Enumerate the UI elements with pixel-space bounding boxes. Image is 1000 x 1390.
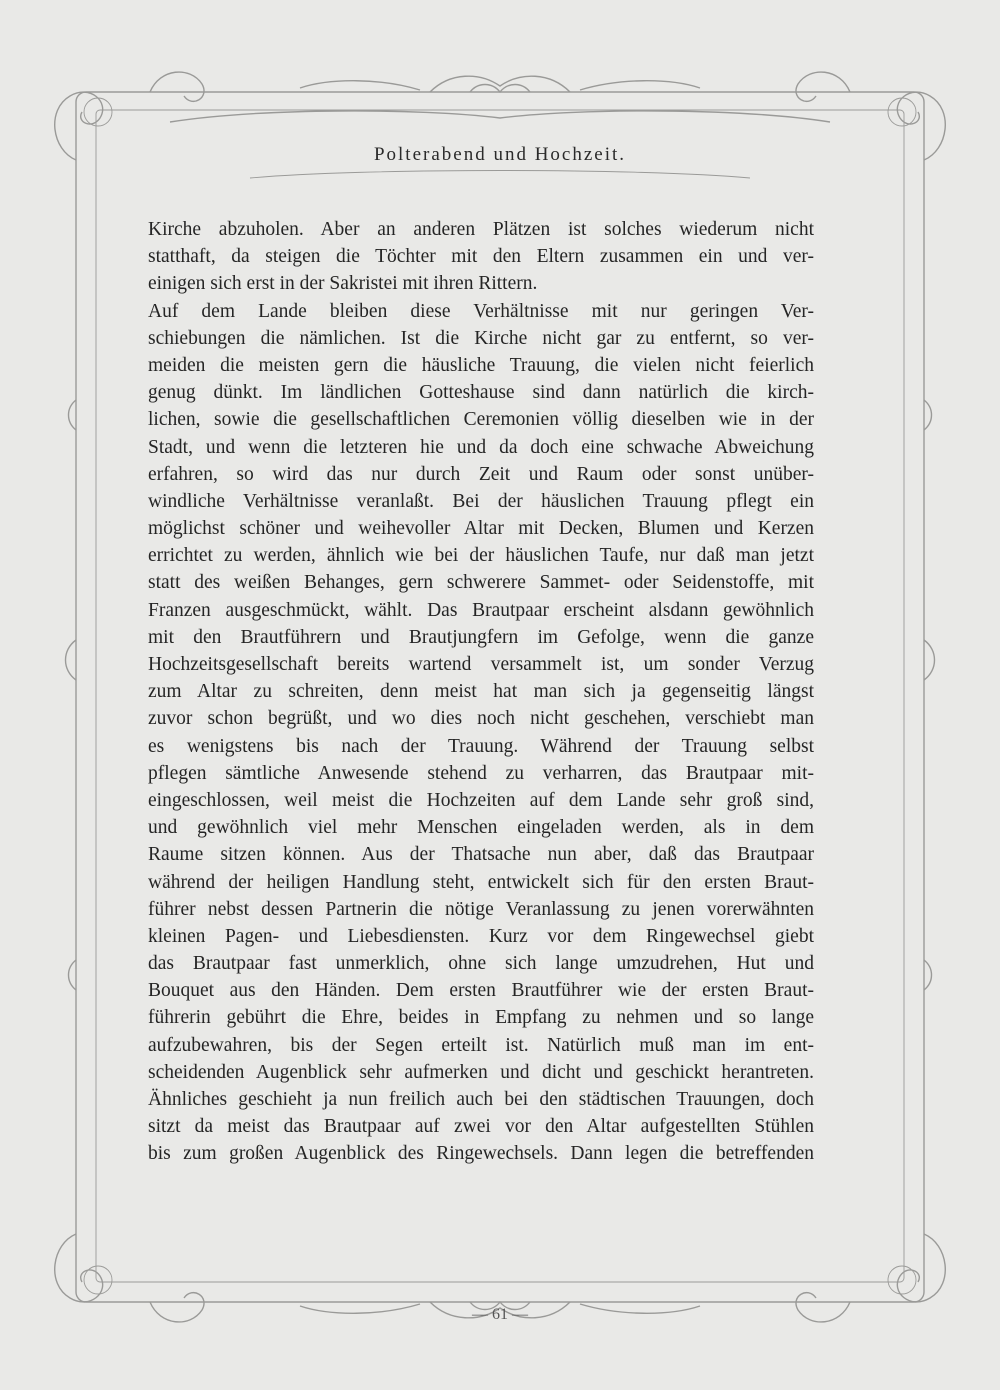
text-line: während der heiligen Handlung steht, entwickelt sich für den ersten Braut- bbox=[148, 871, 814, 893]
body-text bbox=[148, 216, 814, 1168]
text-line: windliche Verhältnisse veranlaßt. Bei der häuslichen Trauung pflegt ein bbox=[148, 490, 814, 512]
text-line: statthaft, da steigen die Töchter mit den Eltern zusammen ein und ver- bbox=[148, 246, 814, 268]
text-line: Ähnliches geschieht ja nun freilich auch bei den städtischen Trauungen, doch bbox=[148, 1089, 814, 1110]
text-line: schiebungen die nämlichen. Ist die Kirche nicht gar zu entfernt, so ver- bbox=[148, 327, 814, 349]
text-line: meiden die meisten gern die häusliche Trauung, die vielen nicht feierlich bbox=[148, 354, 814, 376]
text-line: und gewöhnlich viel mehr Menschen eingeladen werden, als in dem bbox=[148, 817, 814, 839]
text-line: eingeschlossen, weil meist die Hochzeiten auf dem Lande sehr groß sind, bbox=[148, 789, 814, 811]
text-line: zuvor schon begrüßt, und wo dies noch nicht geschehen, verschiebt man bbox=[148, 708, 814, 730]
text-line: mit den Brautführern und Brautjungfern im Gefolge, wenn die ganze bbox=[148, 626, 814, 648]
text-line: Raume sitzen können. Aus der Thatsache nun aber, daß das Brautpaar bbox=[148, 844, 814, 866]
text-line: statt des weißen Behanges, gern schwerere Sammet- oder Seidenstoffe, mit bbox=[148, 572, 814, 594]
text-line: Hochzeitsgesellschaft bereits wartend versammelt ist, um sonder Verzug bbox=[148, 654, 814, 675]
page-number: — 61 — bbox=[472, 1306, 528, 1323]
text-line: führerin gebührt die Ehre, beides in Empfang zu nehmen und so lange bbox=[148, 1007, 814, 1029]
text-line: bis zum großen Augenblick des Ringewechsels. Dann legen die betreffenden bbox=[148, 1143, 814, 1165]
text-line: einigen sich erst in der Sakristei mit ihren Rittern. bbox=[148, 273, 538, 295]
text-line: Franzen ausgeschmückt, wählt. Das Brautpaar erscheint alsdann gewöhnlich bbox=[148, 599, 814, 621]
text-line: aufzubewahren, bis der Segen erteilt ist. Natürlich muß man im ent- bbox=[148, 1034, 814, 1056]
text-line: es wenigstens bis nach der Trauung. Während der Trauung selbst bbox=[148, 735, 814, 757]
text-line: zum Altar zu schreiten, denn meist hat man sich ja gegenseitig längst bbox=[148, 681, 814, 703]
text-line: errichtet zu werden, ähnlich wie bei der häuslichen Taufe, nur daß man jetzt bbox=[148, 545, 814, 567]
text-line: Stadt, und wenn die letzteren hie und da doch eine schwache Abweichung bbox=[148, 436, 814, 458]
text-line: lichen, sowie die gesellschaftlichen Ceremonien völlig dieselben wie in der bbox=[148, 409, 814, 431]
text-line: Auf dem Lande bleiben diese Verhältnisse mit nur geringen Ver- bbox=[148, 300, 814, 322]
running-head: Polterabend und Hochzeit. bbox=[373, 144, 627, 165]
text-line: Kirche abzuholen. Aber an anderen Plätzen ist solches wiederum nicht bbox=[148, 219, 814, 240]
text-line: erfahren, so wird das nur durch Zeit und Raum oder sonst unüber- bbox=[148, 463, 814, 485]
text-line: Bouquet aus den Händen. Dem ersten Brautführer wie der ersten Braut- bbox=[148, 980, 814, 1002]
text-line: kleinen Pagen- und Liebesdiensten. Kurz vor dem Ringewechsel giebt bbox=[148, 925, 814, 947]
text-line: sitzt da meist das Brautpaar auf zwei vor den Altar aufgestellten Stühlen bbox=[148, 1116, 814, 1138]
text-line: genug dünkt. Im ländlichen Gotteshause sind dann natürlich die kirch- bbox=[148, 382, 814, 404]
text-line: pflegen sämtliche Anwesende stehend zu verharren, das Brautpaar mit- bbox=[148, 762, 814, 784]
text-line: führer nebst dessen Partnerin die nötige Veranlassung zu jenen vorerwähnten bbox=[148, 898, 814, 920]
text-line: das Brautpaar fast unmerklich, ohne sich lange umzudrehen, Hut und bbox=[148, 953, 814, 975]
text-line: möglichst schöner und weihevoller Altar mit Decken, Blumen und Kerzen bbox=[148, 518, 814, 540]
text-line: scheidenden Augenblick sehr aufmerken und dicht und geschickt herantreten. bbox=[148, 1061, 814, 1083]
